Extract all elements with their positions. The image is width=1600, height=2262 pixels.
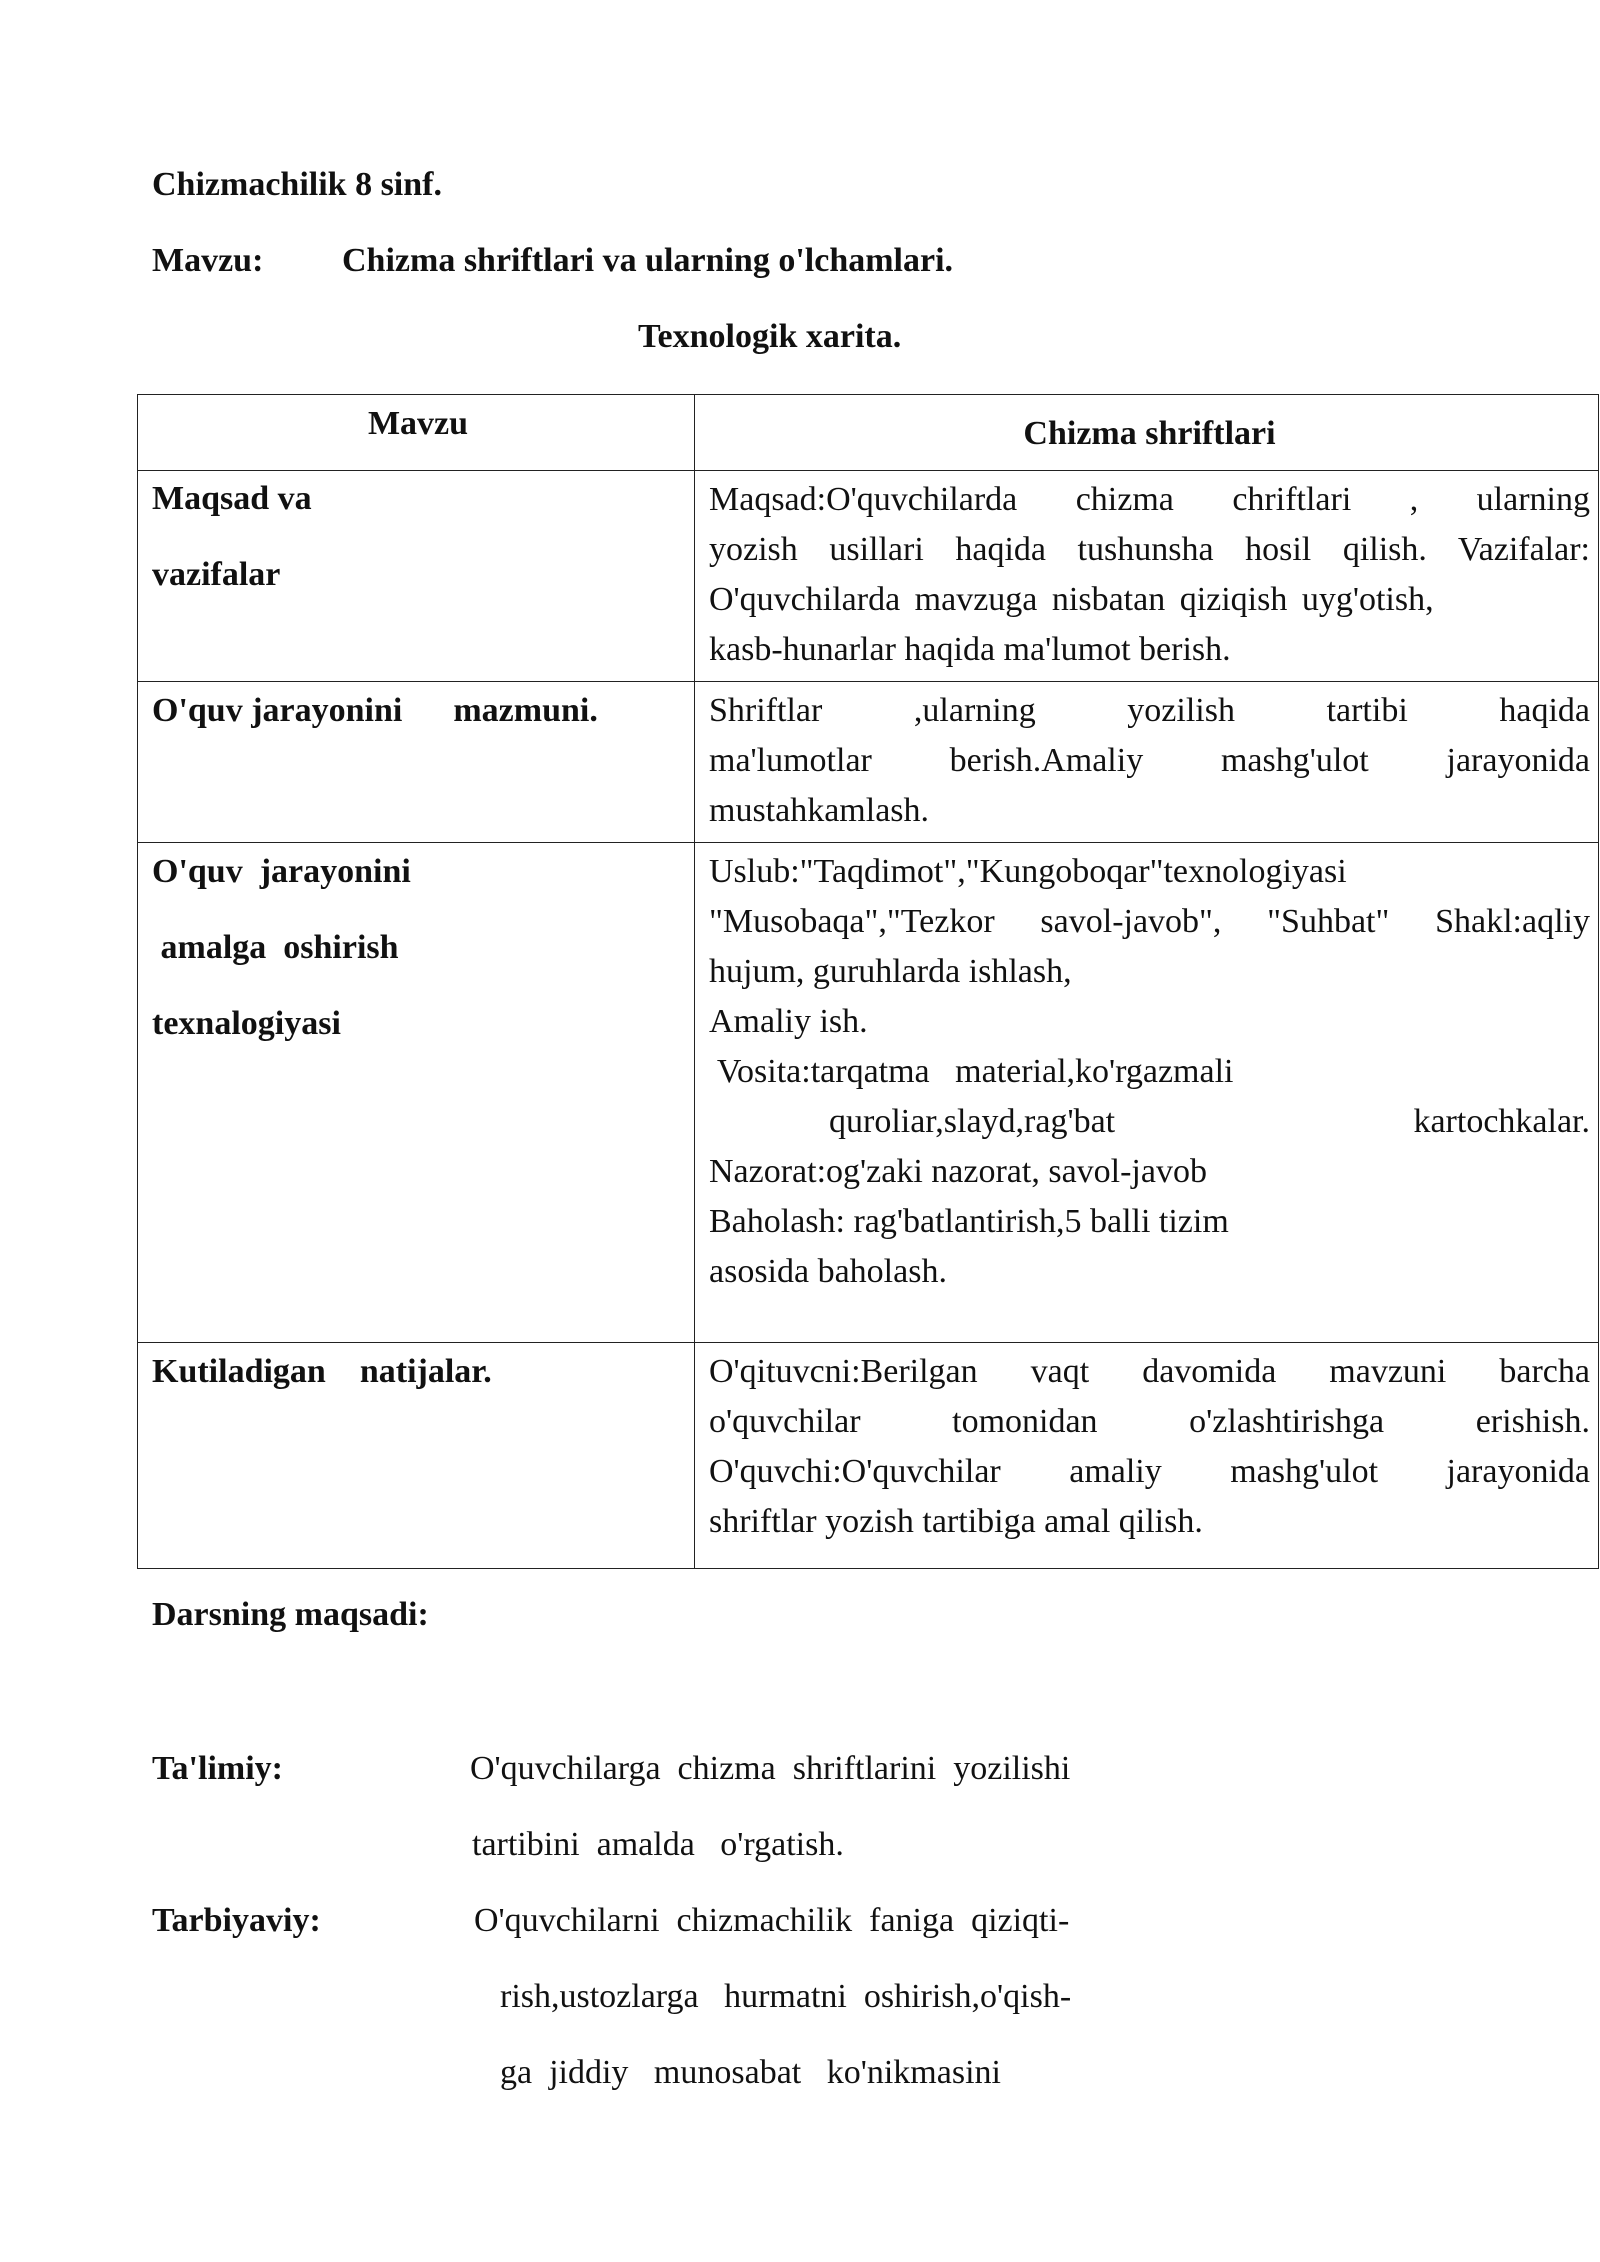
row-content-fragment: kartochkalar.	[1413, 1103, 1590, 1140]
row-content-line: Baholash: rag'batlantirish,5 balli tizim	[709, 1203, 1229, 1240]
row-content-line: O'quvchi:O'quvchilar amaliy mashg'ulot jarayonida	[709, 1453, 1590, 1490]
row-content-line: Vosita:tarqatma material,ko'rgazmali	[709, 1053, 1234, 1090]
row-content-line: O'quvchilarda mavzuga nisbatan qiziqish uyg'otish,	[709, 581, 1434, 618]
row-content-fragment: quroliar,slayd,rag'bat	[829, 1103, 1116, 1140]
table-row	[138, 471, 1599, 682]
table-row	[138, 1343, 1599, 1569]
table-row	[138, 682, 1599, 843]
row-label-line: texnalogiyasi	[152, 1005, 341, 1042]
tarbiyaviy-text-line: rish,ustozlarga hurmatni oshirish,o'qish-	[500, 1978, 1072, 2015]
row-label-cell	[138, 471, 695, 682]
row-content-line: Shriftlar ,ularning yozilish tartibi haqida	[709, 692, 1590, 729]
row-content-line: Nazorat:og'zaki nazorat, savol-javob	[709, 1153, 1207, 1190]
row-content-line: mustahkamlash.	[709, 792, 930, 829]
tarbiyaviy-text-line: O'quvchilarni chizmachilik faniga qiziqti-	[474, 1902, 1070, 1939]
row-content-line: kasb-hunarlar haqida ma'lumot berish.	[709, 631, 1231, 668]
technology-map-table	[137, 394, 1599, 1569]
goals-title: Darsning maqsadi:	[152, 1596, 429, 1633]
row-label-line: Kutiladigan natijalar.	[152, 1353, 492, 1390]
talimiy-text-line: tartibini amalda o'rgatish.	[472, 1826, 844, 1863]
header-cell-right: Chizma shriftlari	[695, 395, 1599, 471]
row-label-cell	[138, 682, 695, 843]
row-label-line: O'quv jarayonini	[152, 853, 411, 890]
row-label-cell	[138, 1343, 695, 1569]
topic-title: Chizma shriftlari va ularning o'lchamlari.	[342, 242, 954, 279]
row-content-line: Uslub:"Taqdimot","Kungoboqar"texnologiyasi	[709, 853, 1347, 890]
row-content-line	[709, 1097, 1590, 1147]
talimiy-label: Ta'limiy:	[152, 1750, 283, 1787]
row-content-line: Maqsad:O'quvchilarda chizma chriftlari , ularning	[709, 481, 1590, 518]
header-cell-left: Mavzu	[138, 395, 695, 471]
row-content-line: yozish usillari haqida tushunsha hosil qilish. Vazifalar:	[709, 531, 1590, 568]
row-content-line: asosida baholash.	[709, 1253, 947, 1290]
row-content-line: Amaliy ish.	[709, 1003, 868, 1040]
row-content-cell	[695, 682, 1599, 843]
map-title: Texnologik xarita.	[638, 318, 902, 355]
talimiy-text-line: O'quvchilarga chizma shriftlarini yozilishi	[470, 1750, 1071, 1787]
tarbiyaviy-label: Tarbiyaviy:	[152, 1902, 321, 1939]
row-content-cell	[695, 471, 1599, 682]
row-content-line: hujum, guruhlarda ishlash,	[709, 953, 1072, 990]
table-header-row	[138, 395, 1599, 471]
subject-heading: Chizmachilik 8 sinf.	[152, 166, 442, 203]
row-label-line: O'quv jarayonini mazmuni.	[152, 692, 598, 729]
row-content-line: shriftlar yozish tartibiga amal qilish.	[709, 1503, 1203, 1540]
row-label-cell	[138, 843, 695, 1343]
row-content-line: O'qituvcni:Berilgan vaqt davomida mavzuni barcha	[709, 1353, 1590, 1390]
row-content-line: ma'lumotlar berish.Amaliy mashg'ulot jarayonida	[709, 742, 1590, 779]
row-content-cell	[695, 1343, 1599, 1569]
table-row	[138, 843, 1599, 1343]
row-label-line: vazifalar	[152, 556, 281, 593]
row-label-line: Maqsad va	[152, 480, 312, 517]
row-content-cell	[695, 843, 1599, 1343]
tarbiyaviy-text-line: ga jiddiy munosabat ko'nikmasini	[500, 2054, 1001, 2091]
row-label-line: amalga oshirish	[152, 929, 399, 966]
row-content-line: o'quvchilar tomonidan o'zlashtirishga erishish.	[709, 1403, 1590, 1440]
topic-label: Mavzu:	[152, 242, 264, 279]
row-content-line: "Musobaqa","Tezkor savol-javob", "Suhbat" Shakl:aqliy	[709, 903, 1590, 940]
